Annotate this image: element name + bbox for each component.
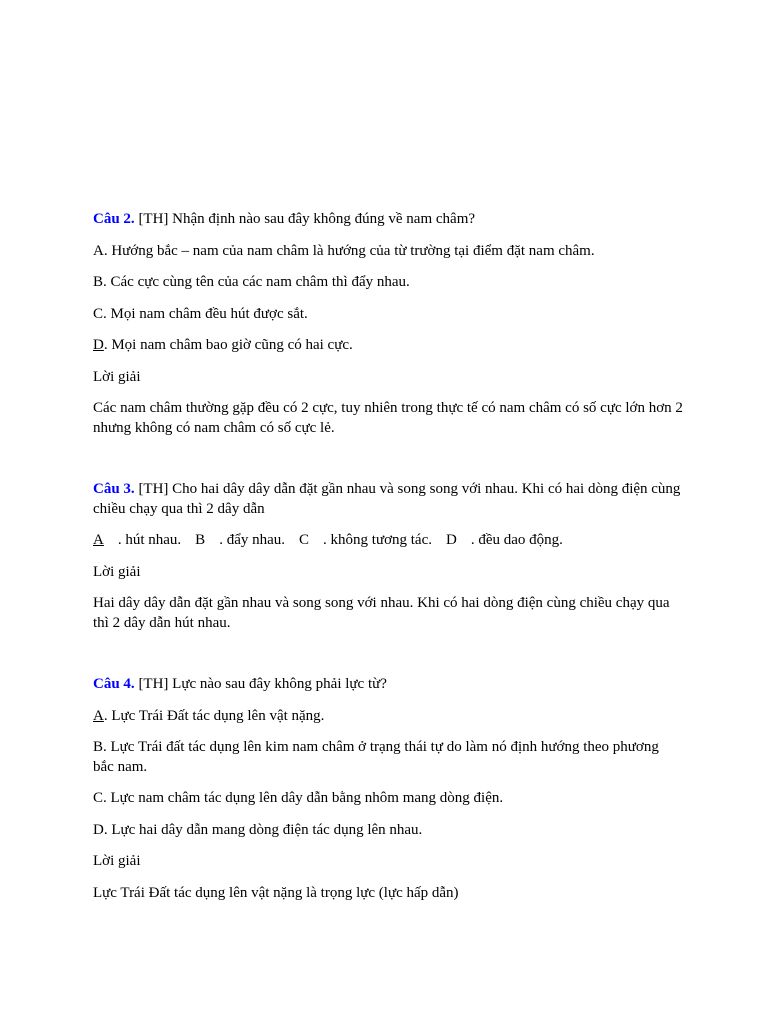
spacer: [93, 450, 683, 480]
question-3: [93, 480, 683, 633]
option-text: . Mọi nam châm bao giờ cũng có hai cực.: [103, 337, 353, 353]
option-text: . đẩy nhau.: [219, 532, 286, 548]
option-text: . Lực Trái đất tác dụng lên kim nam châm ở trạng thái tự do làm nó định hướng theo phương bắc nam.: [93, 739, 659, 775]
option-text: . Lực nam châm tác dụng lên dây dẫn bằng nhôm mang dòng điện.: [103, 790, 504, 806]
option-a: [93, 242, 683, 262]
correct-option-letter: A: [93, 707, 104, 724]
option-d: [93, 336, 683, 356]
solution-text: Lực Trái Đất tác dụng lên vật nặng là trọng lực (lực hấp dẫn): [93, 884, 459, 901]
option-letter: C: [93, 305, 104, 322]
option-text: . đều dao động.: [470, 532, 563, 548]
solution-text: Các nam châm thường gặp đều có 2 cực, tuy nhiên trong thực tế có nam châm có số cực lớn hơn 2 nhưng không có nam châm có số cực lẻ.: [93, 400, 683, 436]
option-letter: B: [195, 532, 206, 548]
question-stem: [93, 210, 683, 230]
solution-text: Hai dây dây dẫn đặt gần nhau và song song với nhau. Khi có hai dòng điện cùng chiều chạy qua thì 2 dây dẫn hút nhau.: [93, 595, 670, 631]
option-text: . Hướng bắc – nam của nam châm là hướng của từ trường tại điểm đặt nam châm.: [103, 242, 595, 259]
question-number: Câu 3.: [93, 481, 135, 497]
option-d: [446, 532, 563, 548]
option-b: [93, 273, 683, 293]
option-b: [93, 738, 683, 777]
option-letter: B: [93, 274, 104, 290]
question-stem: [93, 675, 683, 695]
option-d: [93, 821, 683, 841]
spacer: [93, 645, 683, 675]
option-letter: B: [93, 739, 104, 755]
question-number: Câu 2.: [93, 211, 135, 227]
option-text: . Lực hai dây dẫn mang dòng điện tác dụng lên nhau.: [103, 821, 423, 838]
question-number: Câu 4.: [93, 676, 135, 692]
option-a: [93, 707, 683, 727]
options-row: [93, 531, 683, 551]
question-text: [TH] Lực nào sau đây không phải lực từ?: [134, 676, 387, 692]
option-b: [195, 532, 285, 548]
option-letter: A: [93, 242, 104, 259]
solution-label: Lời giải: [93, 563, 141, 580]
option-letter: C: [93, 790, 104, 806]
option-c: [93, 305, 683, 325]
question-2: [93, 210, 683, 438]
solution-label: Lời giải: [93, 368, 141, 385]
option-text: . Mọi nam châm đều hút được sắt.: [103, 305, 308, 322]
question-stem: [93, 480, 683, 519]
document-page: [93, 210, 683, 915]
question-4: [93, 675, 683, 903]
option-c: [93, 789, 683, 809]
option-a: [93, 532, 181, 548]
correct-option-letter: D: [93, 337, 104, 353]
option-letter: D: [446, 532, 457, 548]
option-text: . Lực Trái Đất tác dụng lên vật nặng.: [103, 707, 325, 724]
solution-label: Lời giải: [93, 853, 141, 869]
option-letter: C: [299, 532, 310, 548]
option-text: . hút nhau.: [117, 532, 182, 548]
correct-option-letter: A: [93, 532, 104, 548]
option-letter: D: [93, 821, 104, 838]
option-text: . Các cực cùng tên của các nam châm thì đẩy nhau.: [103, 274, 410, 290]
question-text: [TH] Cho hai dây dây dẫn đặt gần nhau và song song với nhau. Khi có hai dòng điện cùng chiều chạy qua thì 2 dây dẫn: [93, 481, 681, 517]
option-text: . không tương tác.: [323, 532, 432, 548]
option-c: [299, 532, 432, 548]
question-text: [TH] Nhận định nào sau đây không đúng về nam châm?: [134, 211, 476, 227]
